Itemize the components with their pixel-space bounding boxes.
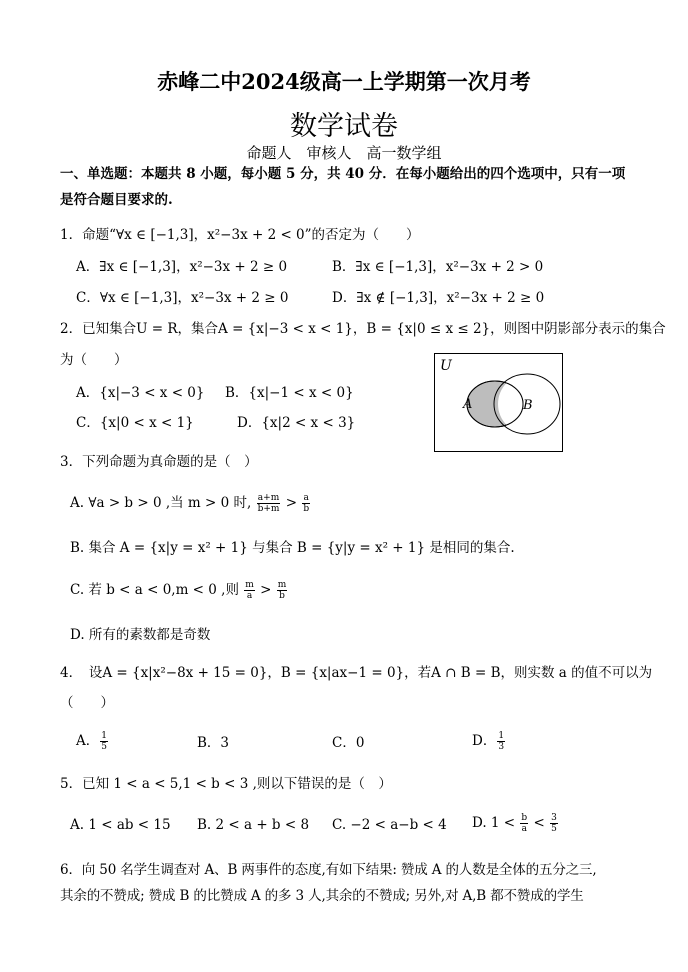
q3-option-b: B. 集合 A = {x|y = x² + 1} 与集合 B = {y|y = x² + 1} 是相同的集合.: [70, 540, 515, 556]
q5-option-b: B. 2 < a + b < 8: [197, 817, 310, 833]
fraction: $\frac{m}{a}$: [245, 580, 254, 601]
q2-option-a: A．{x|−3 < x < 0}: [76, 385, 205, 401]
q1-option-a: A．∃x ∈ [−1,3]，x²−3x + 2 ≥ 0: [76, 259, 288, 275]
q4-option-a: A． $\frac{1}{5}$: [76, 731, 107, 752]
q5-option-a: A. 1 < ab < 15: [70, 817, 171, 833]
section-heading-line2: 是符合题目要求的.: [60, 192, 173, 208]
fraction: $\frac{3}{5}$: [551, 813, 557, 834]
venn-diagram: [434, 353, 564, 453]
venn-label-u: U: [440, 358, 452, 374]
q2-option-d: D．{x|2 < x < 3}: [237, 415, 356, 431]
q1-stem: 1．命题“∀x ∈ [−1,3]，x²−3x + 2 < 0”的否定为（ ）: [60, 227, 420, 243]
q4-stem-line2: （ ）: [60, 695, 114, 711]
q3-option-a: A. ∀a > b > 0 ,当 m > 0 时, $\frac{a+m}{b+m}$ > $\frac{a}{b}$: [70, 493, 310, 514]
exam-title: 赤峰二中2024级高一上学期第一次月考: [157, 69, 531, 94]
fraction: $\frac{b}{a}$: [521, 813, 528, 834]
q1-option-b: B．∃x ∈ [−1,3]，x²−3x + 2 > 0: [332, 259, 544, 275]
q4-option-d: D． $\frac{1}{3}$: [472, 731, 505, 752]
fraction: $\frac{a}{b}$: [303, 493, 310, 514]
q1-option-d: D．∃x ∉ [−1,3]，x²−3x + 2 ≥ 0: [332, 290, 545, 306]
venn-label-a: A: [463, 397, 473, 412]
venn-label-b: B: [523, 398, 533, 413]
fraction: $\frac{m}{b}$: [277, 580, 287, 601]
q5-option-d: D. 1 < $\frac{b}{a}$ < $\frac{3}{5}$: [472, 813, 557, 834]
fraction: $\frac{a+m}{b+m}$: [257, 493, 280, 514]
fraction: $\frac{1}{5}$: [101, 731, 107, 752]
q4-option-c: C．0: [332, 735, 365, 751]
q2-stem-line1: 2．已知集合U = R，集合A = {x|−3 < x < 1}，B = {x|0 ≤ x ≤ 2}，则图中阴影部分表示的集合: [60, 321, 666, 337]
q3-option-d: D. 所有的素数都是奇数: [70, 627, 211, 643]
section-heading-line1: 一、单选题：本题共 8 小题，每小题 5 分，共 40 分．在每小题给出的四个选项中，只有一项: [60, 166, 626, 182]
q3-option-c: C. 若 b < a < 0,m < 0 ,则 $\frac{m}{a}$ > $\frac{m}{b}$: [70, 580, 287, 601]
q5-option-c: C. −2 < a−b < 4: [332, 817, 447, 833]
q6-stem-line2: 其余的不赞成; 赞成 B 的比赞成 A 的多 3 人,其余的不赞成; 另外,对 A,B 都不赞成的学生: [60, 888, 584, 904]
q2-option-c: C．{x|0 < x < 1}: [76, 415, 194, 431]
exam-authors: 命题人 审核人 高一数学组: [246, 144, 442, 162]
q4-stem-line1: 4． 设A = {x|x²−8x + 15 = 0}，B = {x|ax−1 = 0}，若A ∩ B = B，则实数 a 的值不可以为: [60, 665, 653, 681]
q2-option-b: B．{x|−1 < x < 0}: [225, 385, 354, 401]
exam-subject-title: 数学试卷: [290, 111, 398, 142]
q1-option-c: C．∀x ∈ [−1,3]，x²−3x + 2 ≥ 0: [76, 290, 289, 306]
q6-stem-line1: 6．向 50 名学生调查对 A、B 两事件的态度,有如下结果: 赞成 A 的人数是全体的五分之三,: [60, 862, 597, 878]
fraction: $\frac{1}{3}$: [498, 731, 505, 752]
q3-stem: 3．下列命题为真命题的是（ ）: [60, 454, 258, 470]
q2-stem-line2: 为（ ）: [60, 352, 128, 368]
q4-option-b: B．3: [197, 735, 230, 751]
q5-stem: 5．已知 1 < a < 5,1 < b < 3 ,则以下错误的是（ ）: [60, 776, 392, 792]
